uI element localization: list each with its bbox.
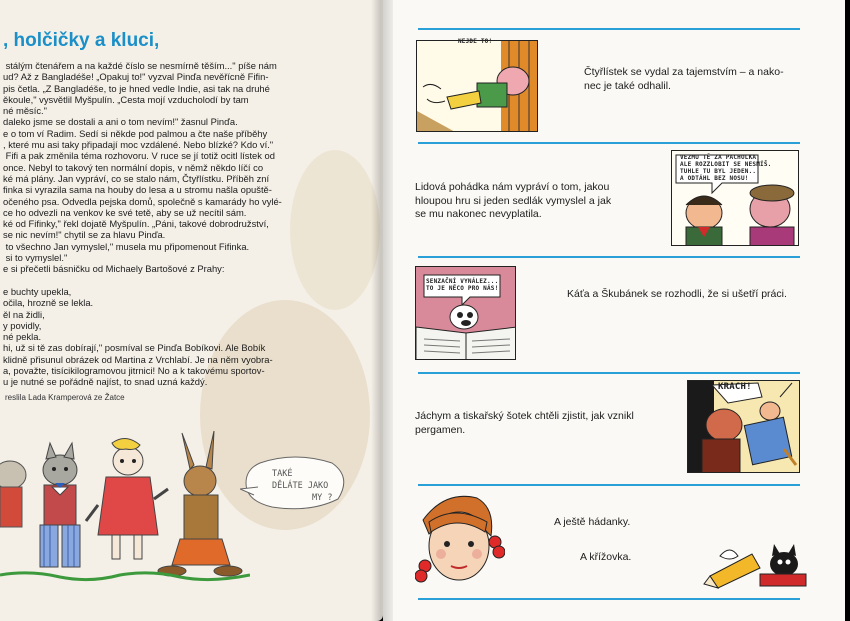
body-line: finka si vyrazila sama na houby do lesa a u stromu našla opuště- <box>3 184 272 196</box>
body-line: klidně přisunul obrázek od Martina z Vrchlabí. Je na něm vyobra- <box>3 353 273 365</box>
comic-drawing <box>688 381 800 473</box>
body-line: ěl na židli, <box>3 308 45 320</box>
body-line: daleko jsme se dostali a ani o tom nevím!" žasnul Pinďa. <box>3 116 238 128</box>
body-line: hi, už si tě zas dobírají," posmíval se Pinďa Bobíkovi. Ale Bobík <box>3 342 266 354</box>
body-line: e si přečetli básničku od Michaely Bartošové z Prahy: <box>3 263 225 275</box>
item-text-jachym: Jáchym a tiskařský šotek chtěli zjistit, jak vznikl pergamen. <box>415 410 634 436</box>
divider-rule <box>418 28 800 30</box>
body-line: ěkoule," vysvětlil Myšpulín. „Cesta mojí vzducholodí by tam <box>3 93 249 105</box>
body-line: očeného psa. Odvedla pejska domů, společně s kamarády ho vylé- <box>3 195 282 207</box>
body-line: e o tom ví Radim. Sedí si někde pod palmou a čte naše příběhy <box>3 127 268 139</box>
body-line: pis četla. „Z Bangladéše, to je hned vedle Indie, asi tak na druhé <box>3 82 270 94</box>
body-line: ce ho odvezli na venkov ke své tetě, aby se už necítil sám. <box>3 206 247 218</box>
cat-pencil-drawing <box>700 540 812 592</box>
comic-caption: NEJDE TO! <box>458 38 493 45</box>
body-line: si to vymyslel." <box>3 252 68 264</box>
body-line: stálým čtenářem a na každé číslo se nesmírně těším..." píše nám <box>3 60 277 71</box>
speech-line: DĚLÁTE JAKO <box>272 481 329 491</box>
characters-drawing <box>0 425 250 621</box>
item-text-kata-skubanek: Káťa a Škubánek se rozhodli, že si ušetří práci. <box>567 288 787 300</box>
comic-drawing <box>417 41 538 132</box>
body-line: né pekla. <box>3 331 42 343</box>
body-line: se nic nevím!" chytil se za hlavu Pinďa. <box>3 229 166 241</box>
body-line <box>3 275 333 286</box>
comic-panel-ctyrlistek <box>416 40 538 132</box>
body-line: očila, hrozně se lekla. <box>3 297 94 309</box>
body-line: ké má plány. Jan vypráví, co se stalo nám, Čtyřlístku. Příběh zní <box>3 172 270 184</box>
body-line: ké od Fifinky," řekl dojatě Myšpulín. „Páni, takové dobrodružství, <box>3 218 269 230</box>
item-text-ctyrlistek: Čtyřlístek se vydal za tajemstvím – a nako- nec je také odhalil. <box>584 66 784 92</box>
divider-rule <box>418 142 800 144</box>
item-text-pohadka: Lidová pohádka nám vypráví o tom, jakou hloupou hru si jeden sedlák vymyslel a jak se mu nakonec nevyplatila. <box>415 181 612 220</box>
body-line: né měsíc." <box>3 105 47 117</box>
comic-caption: VEZMU TĚ ZA PACHOLKA, ALE ROZZLOBIT SE NESMÍŠ. TUHLE TU BYL JEDEN... A ODTÁHL BEZ NOSU! <box>680 154 772 182</box>
body-line: to všechno Jan vymyslel," musela mu připomenout Fifinka. <box>3 240 250 252</box>
body-line: ud? Až z Bangladéše! „Opakuj to!" vyzval Pinďa nevěřícně Fifin- <box>3 71 269 83</box>
body-line: Fifi a pak změnila téma rozhovoru. V ruce se jí totiž ocitl lístek od <box>3 150 275 162</box>
divider-rule <box>418 372 800 374</box>
left-page <box>0 0 383 621</box>
girl-face-drawing <box>415 490 505 588</box>
item-text-krizovka: A křížovka. <box>580 551 632 563</box>
comic-caption: KRACH! <box>718 382 752 392</box>
letters-heading: , holčičky a kluci, <box>3 30 160 51</box>
body-line: e buchty upekla, <box>3 285 72 297</box>
body-line: u je nutné se pořádně najíst, to snad uzná každý. <box>3 376 208 388</box>
comic-caption: SENZAČNÍ VYNÁLEZ... TO JE NĚCO PRO NÁS! <box>426 278 499 292</box>
body-line: , které mu asi taky připadají moc vzdálené. Nebo blízké? Kdo ví." <box>3 139 274 151</box>
body-line: a, považte, tisícikilogramovou jitrnici! No a k takovému sportov- <box>3 365 265 377</box>
divider-rule <box>418 598 800 600</box>
speech-line: TAKÉ <box>272 469 293 479</box>
divider-rule <box>418 256 800 258</box>
speech-bubble-text <box>272 468 342 504</box>
letters-body-text <box>3 60 333 388</box>
divider-rule <box>418 484 800 486</box>
page-gutter <box>371 0 393 621</box>
illustration-credit: reslila Lada Kramperová ze Žatce <box>5 393 125 402</box>
item-text-hadanky: A ještě hádanky. <box>554 516 631 528</box>
comic-panel-jachym <box>687 380 800 473</box>
body-line: y povidly, <box>3 319 42 331</box>
body-line: once. Nebyl to takový ten normální dopis, v němž někdo líčí co <box>3 161 264 173</box>
speech-line: MY ? <box>312 493 333 503</box>
